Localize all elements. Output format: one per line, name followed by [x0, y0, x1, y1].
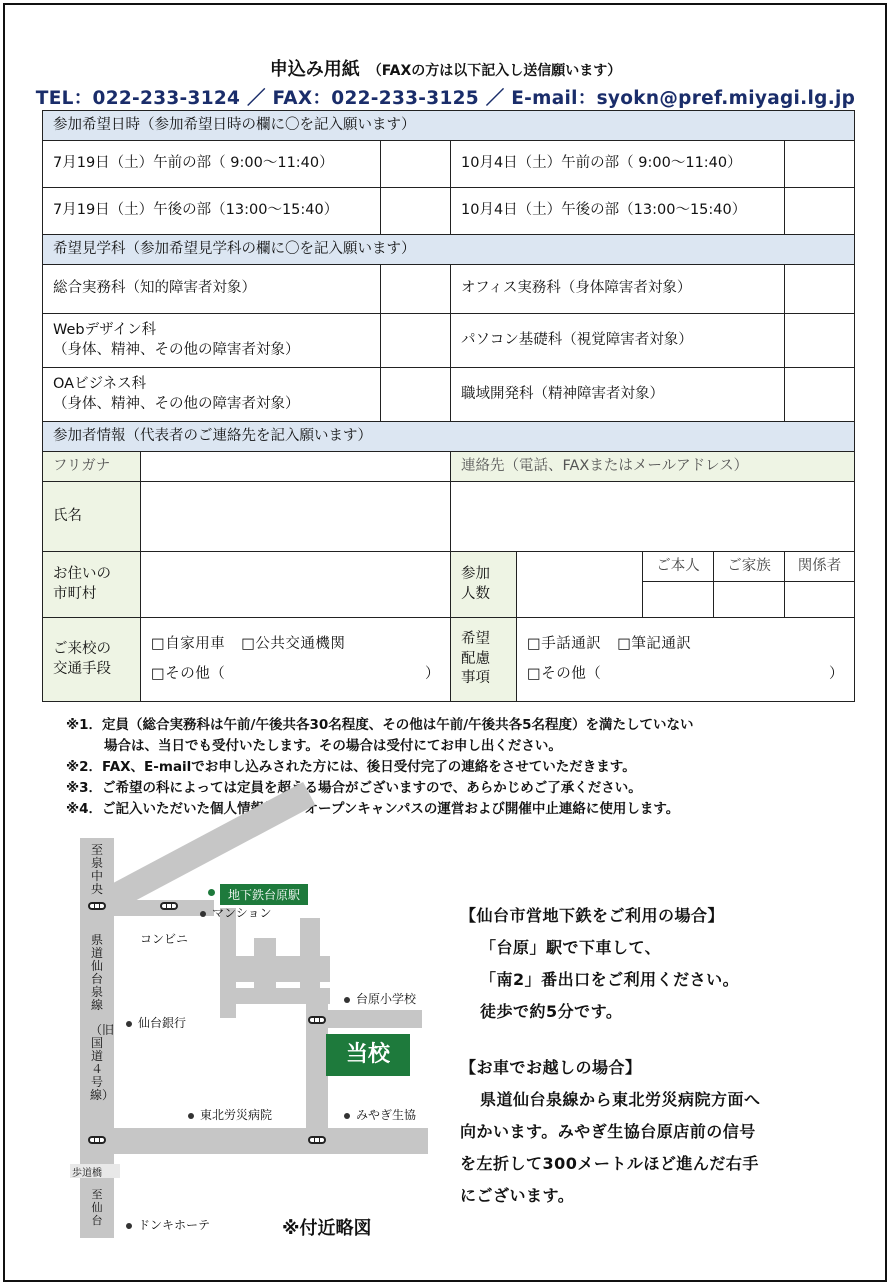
city-label — [43, 552, 141, 618]
relation-input[interactable] — [714, 582, 785, 618]
note-3: ※3．ご希望の科によっては定員を超える場合がございますので、あらかじめご了承ください。 — [66, 780, 642, 796]
to-izumi-label: 至泉中央 — [90, 843, 103, 896]
route-label: 県道仙台泉線 — [90, 933, 103, 1012]
course-target: （身体、精神、その他の障害者対象） — [53, 341, 300, 358]
note-1-cont: 場合は、当日でも受付いたします。その場合は受付にてお申し出ください。 — [104, 738, 562, 754]
care-label — [451, 618, 517, 702]
form-title — [0, 55, 891, 81]
traffic-signal-icon — [308, 1016, 326, 1024]
care-label-line: 配慮 — [461, 650, 490, 667]
school-marker: 当校 — [326, 1034, 410, 1076]
access-map — [60, 838, 440, 1248]
course-option — [451, 314, 785, 368]
date-option: 10月4日（土）午後の部（13:00～15:40） — [451, 188, 785, 235]
course-mark-cell[interactable] — [785, 265, 855, 314]
date-option: 7月19日（土）午後の部（13:00～15:40） — [43, 188, 381, 235]
private-car-checkbox[interactable]: □自家用車 — [151, 635, 226, 652]
car-line: 県道仙台泉線から東北労災病院方面へ — [480, 1090, 761, 1109]
date-mark-cell[interactable] — [785, 188, 855, 235]
poi-convenience: コンビニ — [140, 932, 189, 946]
poi-bank: 仙台銀行 — [126, 1014, 186, 1031]
date-option: 7月19日（土）午前の部（ 9:00～11:40） — [43, 141, 381, 188]
courses-heading: 希望見学科（参加希望見学科の欄に〇を記入願います） — [43, 235, 855, 265]
close-paren: ） — [829, 665, 844, 682]
care-label-line: 希望 — [461, 631, 490, 648]
poi-hospital: 東北労災病院 — [188, 1106, 272, 1123]
furigana-label: フリガナ — [43, 452, 141, 482]
public-transport-checkbox[interactable]: □公共交通機関 — [241, 635, 346, 652]
note-taking-checkbox[interactable]: □筆記通訳 — [617, 635, 692, 652]
to-sendai-label: 至仙台 — [91, 1188, 103, 1227]
car-line: にございます。 — [460, 1186, 575, 1205]
course-option — [43, 314, 381, 368]
traffic-signal-icon — [308, 1136, 326, 1144]
map-road — [326, 1010, 422, 1028]
application-form — [42, 110, 855, 702]
map-road — [300, 918, 320, 998]
note-2: ※2．FAX、E-mailでお申し込みされた方には、後日受付完了の連絡をさせていただきます。 — [66, 759, 636, 775]
transport-label-line: ご来校の — [53, 640, 111, 657]
course-name: オフィス実務科（身体障害者対象） — [461, 280, 692, 297]
name-label: 氏名 — [43, 482, 141, 552]
car-heading: 【お車でお越しの場合】 — [460, 1058, 642, 1077]
route-label-sub: （旧国道４号線） — [90, 1023, 115, 1102]
traffic-signal-icon — [88, 902, 106, 910]
map-caption: ※付近略図 — [282, 1218, 372, 1239]
subway-line: 徒歩で約5分です。 — [480, 1002, 623, 1021]
poi-elementary: 台原小学校 — [344, 990, 416, 1007]
traffic-signal-icon — [160, 902, 178, 910]
transport-other-checkbox[interactable]: □その他（ — [151, 665, 226, 682]
dates-heading: 参加希望日時（参加希望日時の欄に〇を記入願います） — [43, 111, 855, 141]
date-mark-cell[interactable] — [785, 141, 855, 188]
note-4: ※4．ご記入いただいた個人情報等は、オープンキャンパスの運営および開催中止連絡に使用します。 — [66, 801, 680, 817]
course-mark-cell[interactable] — [785, 314, 855, 368]
transport-options — [141, 618, 451, 702]
date-mark-cell[interactable] — [381, 188, 451, 235]
contact-input[interactable] — [451, 482, 855, 552]
poi-coop: みやぎ生協 — [344, 1106, 416, 1123]
course-option — [451, 368, 785, 422]
car-line: を左折して300メートルほど進んだ右手 — [460, 1154, 759, 1173]
marker-icon — [126, 1021, 132, 1027]
course-name: 総合実務科（知的障害者対象） — [53, 280, 256, 297]
care-options — [517, 618, 855, 702]
subway-station-label: 地下鉄台原駅 — [220, 884, 308, 905]
count-label — [451, 552, 517, 618]
furigana-input[interactable] — [141, 452, 451, 482]
marker-icon — [188, 1113, 194, 1119]
poi-donki: ドンキホーテ — [126, 1216, 210, 1233]
course-option — [43, 265, 381, 314]
note-1: ※1．定員（総合実務科は午前/午後共各30名程度、その他は午前/午後共各5名程度）を満たしていない — [66, 717, 694, 733]
footbridge-label: 歩道橋 — [72, 1168, 102, 1179]
station-marker-icon — [208, 889, 215, 896]
contact-line: TEL：022-233-3124 ／ FAX：022-233-3125 ／ E-mail：syokn@pref.miyagi.lg.jp — [35, 88, 856, 109]
date-mark-cell[interactable] — [381, 141, 451, 188]
title-sub: （FAXの方は以下記入し送信願います） — [367, 63, 622, 79]
relation-label: 関係者 — [785, 552, 855, 582]
relation-label: ご本人 — [643, 552, 714, 582]
care-other-checkbox[interactable]: □その他（ — [527, 665, 602, 682]
count-input[interactable] — [517, 552, 643, 618]
count-label-line: 人数 — [461, 585, 490, 602]
marker-icon — [200, 911, 206, 917]
relation-input[interactable] — [643, 582, 714, 618]
city-label-line: お住いの — [53, 565, 111, 582]
participant-heading: 参加者情報（代表者のご連絡先を記入願います） — [43, 422, 855, 452]
course-name: Webデザイン科 — [53, 321, 157, 338]
transport-label — [43, 618, 141, 702]
relation-input[interactable] — [785, 582, 855, 618]
car-line: 向かいます。みやぎ生協台原店前の信号 — [460, 1122, 756, 1141]
notes — [66, 715, 856, 820]
traffic-signal-icon — [88, 1136, 106, 1144]
transport-label-line: 交通手段 — [53, 660, 111, 677]
sign-language-checkbox[interactable]: □手話通訳 — [527, 635, 602, 652]
marker-icon — [344, 1113, 350, 1119]
city-input[interactable] — [141, 552, 451, 618]
count-label-line: 参加 — [461, 565, 490, 582]
course-option — [43, 368, 381, 422]
access-directions — [460, 900, 860, 1212]
date-option: 10月4日（土）午前の部（ 9:00～11:40） — [451, 141, 785, 188]
care-label-line: 事項 — [461, 670, 490, 687]
map-road — [80, 1128, 428, 1154]
course-name: 職域開発科（精神障害者対象） — [461, 385, 664, 402]
name-input[interactable] — [141, 482, 451, 552]
course-name: OAビジネス科 — [53, 375, 147, 392]
contact-hint: 連絡先（電話、FAXまたはメールアドレス） — [451, 452, 855, 482]
city-label-line: 市町村 — [53, 585, 97, 602]
course-mark-cell[interactable] — [381, 314, 451, 368]
course-mark-cell[interactable] — [381, 368, 451, 422]
course-mark-cell[interactable] — [381, 265, 451, 314]
subway-line: 「台原」駅で下車して、 — [480, 938, 662, 957]
map-road — [254, 938, 276, 988]
close-paren: ） — [425, 665, 440, 682]
poi-mansion: マンション — [200, 904, 271, 921]
title-main: 申込み用紙 — [269, 59, 360, 80]
course-option — [451, 265, 785, 314]
course-mark-cell[interactable] — [785, 368, 855, 422]
course-target: （身体、精神、その他の障害者対象） — [53, 395, 300, 412]
subway-line: 「南2」番出口をご利用ください。 — [480, 970, 740, 989]
marker-icon — [344, 997, 350, 1003]
subway-heading: 【仙台市営地下鉄をご利用の場合】 — [460, 906, 725, 925]
relation-label: ご家族 — [714, 552, 785, 582]
marker-icon — [126, 1223, 132, 1229]
course-name: パソコン基礎科（視覚障害者対象） — [461, 331, 693, 348]
